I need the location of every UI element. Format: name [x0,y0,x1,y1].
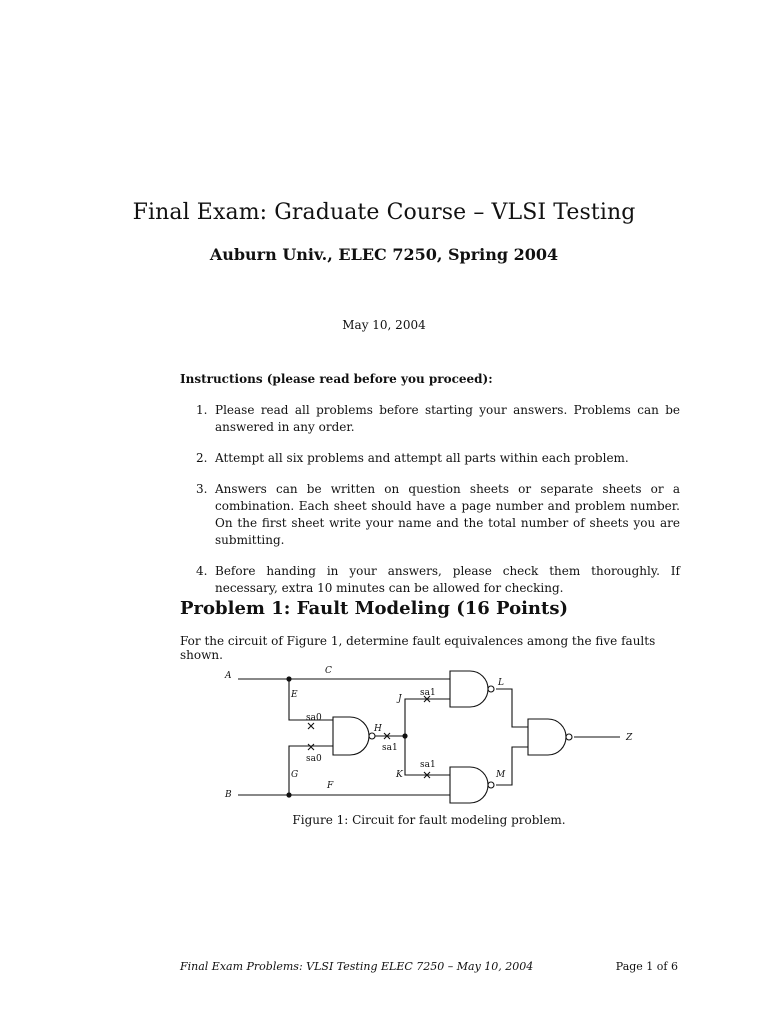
fault-label-g: sa0 [306,754,322,764]
course-subtitle: Auburn Univ., ELEC 7250, Spring 2004 [209,245,559,264]
label-g: G [291,770,299,780]
nand-gate-h [333,717,369,755]
label-c: C [325,666,332,676]
instruction-item: 2. Attempt all six problems and attempt all parts within each problem. [196,451,629,465]
label-z: Z [626,733,633,743]
inverter-bubble [488,686,494,692]
fault-label-h: sa1 [382,743,398,753]
page-number: Page 1 of 6 [615,960,678,973]
label-b: B [225,790,232,800]
junction-dot [286,792,291,797]
fault-label-j: sa1 [420,688,436,698]
label-e: E [291,690,298,700]
wire-j [405,699,450,736]
problem-1-heading: Problem 1: Fault Modeling (16 Points) [180,598,568,619]
label-l: L [498,678,504,688]
fault-label-e: sa0 [306,713,322,723]
instruction-item: 1. Please read all problems before starting your answers. Problems can be answered in any order. [196,403,680,434]
nand-gate-l [450,671,488,707]
wire-l [496,689,528,727]
footer-title: Final Exam Problems: VLSI Testing ELEC 7250 – May 10, 2004 [180,960,534,973]
label-f: F [327,781,334,791]
junction-dot [286,676,291,681]
label-a: A [225,671,232,681]
problem-1-text: For the circuit of Figure 1, determine fault equivalences among the five faults shown. [180,634,656,662]
label-h: H [374,724,382,734]
fault-marker-e [308,723,314,729]
inverter-bubble [488,782,494,788]
instructions-heading: Instructions (please read before you proceed): [180,372,493,386]
instruction-item: 3. Answers can be written on question sheets or separate sheets or a combination. Each sheet should have a page number and problem number. On the first sheet write your name and the total number of sheets you are submitting. [196,482,680,547]
fault-marker-g [308,744,314,750]
label-k: K [396,770,403,780]
junction-dot [402,733,407,738]
nand-gate-m [450,767,488,803]
fault-label-k: sa1 [420,760,436,770]
exam-date: May 10, 2004 [342,318,426,332]
instructions-list [196,402,680,611]
nand-gate-z [528,719,566,755]
instruction-item: 4. Before handing in your answers, please check them thoroughly. If necessary, extra 10 minutes can be allowed for checking. [196,564,680,595]
circuit-diagram [180,655,660,810]
figure-caption: Figure 1: Circuit for fault modeling problem. [292,813,566,827]
label-m: M [496,770,506,780]
label-j: J [398,694,402,704]
inverter-bubble [566,734,572,740]
exam-title: Final Exam: Graduate Course – VLSI Testing [132,200,636,225]
